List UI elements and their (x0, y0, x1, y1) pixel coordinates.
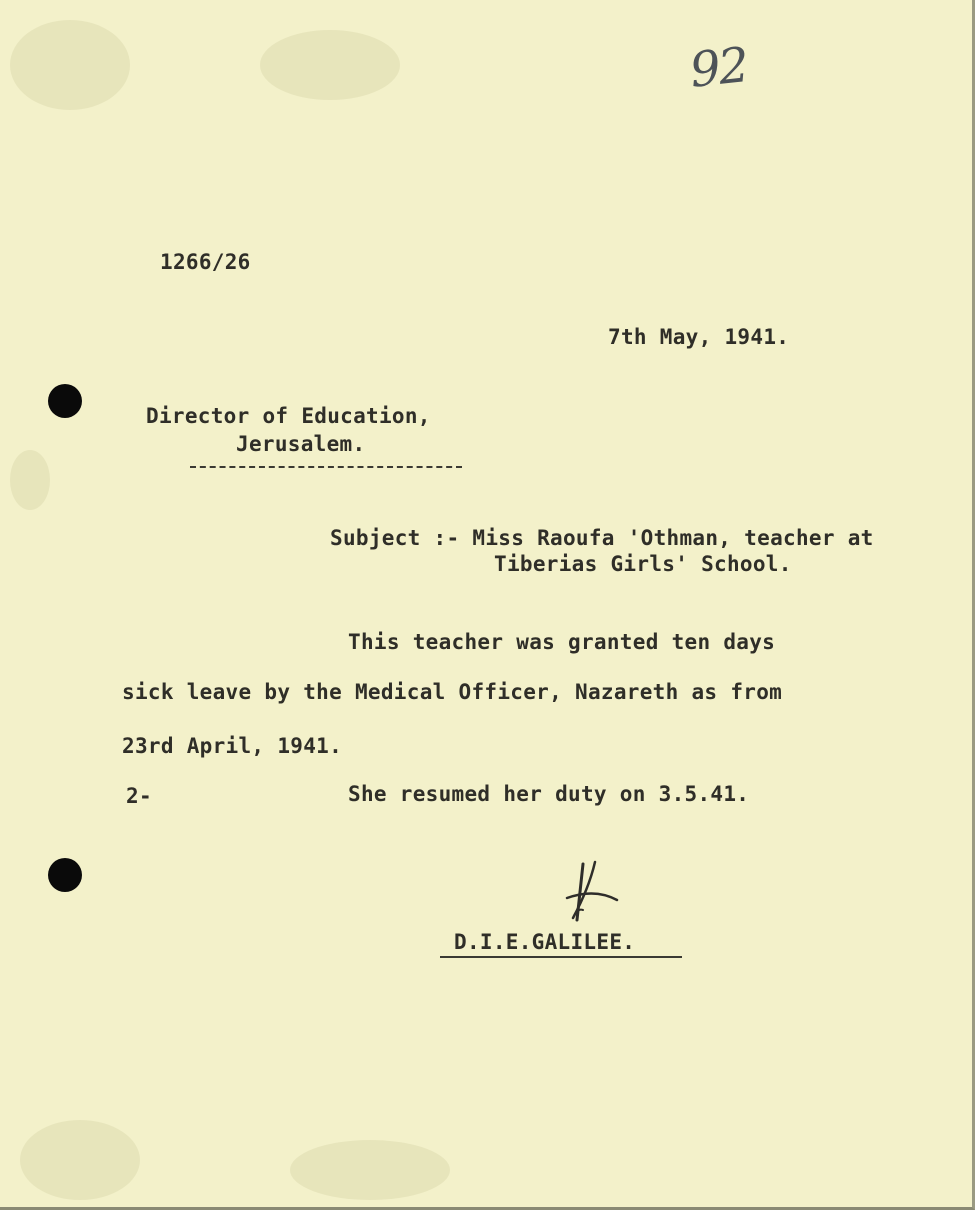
addressee-line-2: Jerusalem. (236, 432, 366, 456)
addressee-line-1: Director of Education, (146, 404, 431, 428)
body-line-2: sick leave by the Medical Officer, Nazareth as from (122, 680, 783, 704)
punch-hole (48, 384, 82, 418)
paper-stain (10, 450, 50, 510)
letter-date: 7th May, 1941. (608, 325, 790, 349)
body-line-1: This teacher was granted ten days (348, 630, 776, 654)
addressee-underline (190, 466, 462, 468)
subject-line-1: Subject :- Miss Raoufa 'Othman, teacher at (330, 526, 874, 550)
punch-hole (48, 858, 82, 892)
body-line-3: 23rd April, 1941. (122, 734, 343, 758)
folio-number: 92 (687, 37, 750, 99)
signature-block: D.I.E.GALILEE. (454, 930, 636, 954)
reference-number: 1266/26 (160, 250, 251, 274)
paragraph-number: 2- (126, 784, 152, 808)
paper-stain (290, 1140, 450, 1200)
paper-stain (10, 20, 130, 110)
handwritten-initials (555, 858, 625, 928)
body-paragraph-2: She resumed her duty on 3.5.41. (348, 782, 750, 806)
paper-stain (260, 30, 400, 100)
signature-underline (440, 956, 682, 958)
subject-line-2: Tiberias Girls' School. (494, 552, 792, 576)
paper-stain (20, 1120, 140, 1200)
